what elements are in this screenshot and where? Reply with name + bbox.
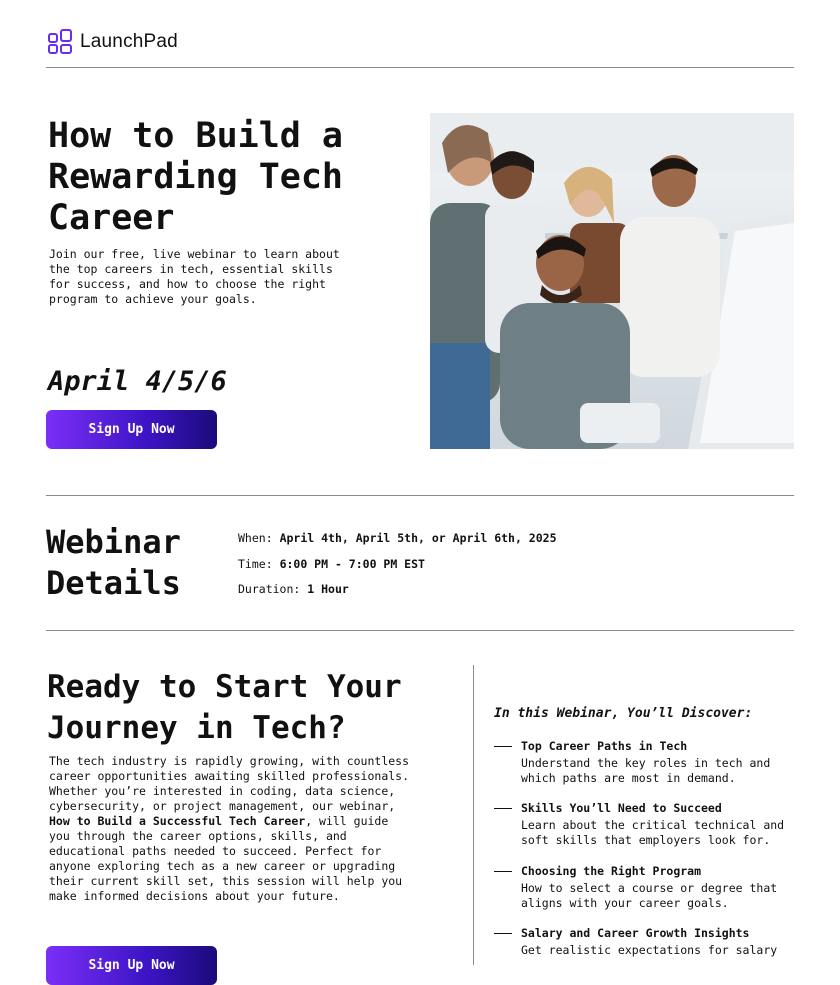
hero-subtitle: Join our free, live webinar to learn about the top careers in tech, essential skills for success, and how to choose the right program to achieve your goals.: [49, 247, 340, 306]
journey-body: [49, 754, 414, 904]
hero-date: April 4/5/6: [48, 366, 227, 397]
time-label: Time:: [238, 556, 273, 571]
logo[interactable]: [48, 29, 178, 55]
details-time: [238, 557, 557, 583]
discover-text: Understand the key roles in tech and which paths are most in demand.: [521, 756, 771, 785]
details-title: Webinar Details: [46, 523, 181, 602]
discover-heading: Skills You’ll Need to Succeed: [521, 801, 722, 815]
dash-icon: [494, 933, 512, 934]
journey-body-text: The tech industry is rapidly growing, with countless career opportunities awaiting skilled professionals. Whether you’re interested in coding, data science, cybersecurity, or project management, our webinar,: [49, 754, 410, 813]
journey-sign-up-button[interactable]: Sign Up Now: [46, 946, 217, 985]
when-value: April 4th, April 5th, or April 6th, 2025: [279, 531, 557, 545]
team-photo: [430, 113, 794, 449]
sign-up-button[interactable]: Sign Up Now: [46, 410, 217, 449]
discover-heading: Choosing the Right Program: [521, 864, 702, 878]
discover-text: Get realistic expectations for salary: [521, 943, 778, 957]
details-list: [238, 531, 557, 608]
dash-icon: [494, 746, 512, 747]
discover-heading: Top Career Paths in Tech: [521, 739, 688, 753]
duration-label: Duration:: [238, 582, 301, 596]
discover-text: How to select a course or degree that aligns with your career goals.: [521, 881, 778, 910]
journey-body-bold: How to Build a Successful Tech Career: [49, 814, 306, 828]
details-when: [238, 531, 557, 557]
site-header: [46, 0, 794, 68]
journey-body-text-end: , will guide you through the career options, skills, and educational paths needed to succeed. Perfect for anyone exploring tech as a new career or upgrading their current skill set, this session will help you make informed decisions about your future.: [49, 814, 403, 903]
divider: [46, 495, 794, 496]
vertical-divider: [473, 665, 474, 965]
dash-icon: [494, 871, 512, 872]
dash-icon: [494, 808, 512, 809]
hero-title: How to Build a Rewarding Tech Career: [48, 116, 344, 238]
duration-value: 1 Hour: [307, 582, 349, 596]
when-label: When:: [238, 531, 273, 545]
details-duration: [238, 582, 557, 608]
divider: [46, 630, 794, 631]
discover-text: Learn about the critical technical and soft skills that employers look for.: [521, 818, 785, 847]
journey-title: Ready to Start Your Journey in Tech?: [47, 669, 402, 746]
time-value: 6:00 PM - 7:00 PM EST: [279, 556, 425, 571]
team-photo-illustration: [430, 113, 794, 449]
discover-title: In this Webinar, You’ll Discover:: [494, 706, 753, 721]
logo-icon: [48, 29, 74, 55]
logo-text: LaunchPad: [80, 31, 178, 52]
discover-heading: Salary and Career Growth Insights: [521, 926, 750, 940]
